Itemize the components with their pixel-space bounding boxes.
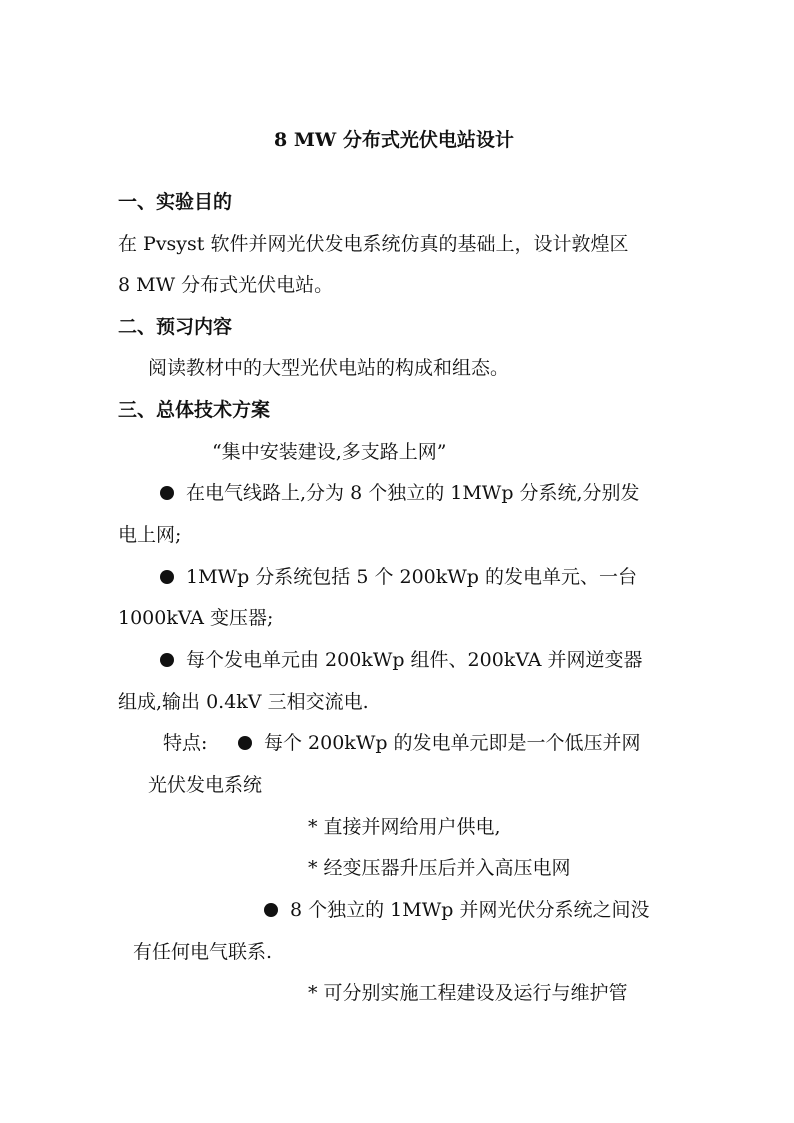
page-title: 8 MW 分布式光伏电站设计 — [274, 129, 514, 151]
features-label: 特点: — [163, 732, 208, 754]
bullet-item-3-text: 每个发电单元由 200kWp 组件、200kVA 并网逆变器 — [186, 649, 643, 671]
bullet-item-1 — [160, 481, 640, 505]
section-heading-purpose: 一、实验目的 — [118, 191, 233, 213]
feature-sub-2: * 经变压器升压后并入高压电网 — [308, 857, 571, 879]
feature-item-2-cont: 有任何电气联系. — [133, 941, 273, 963]
bullet-icon — [160, 653, 174, 667]
bullet-item-1-cont: 电上网; — [118, 524, 182, 546]
purpose-line-1: 在 Pvsyst 软件并网光伏发电系统仿真的基础上，设计敦煌区 — [118, 233, 629, 255]
feature-sub-3: * 可分别实施工程建设及运行与维护管 — [308, 982, 628, 1004]
bullet-item-3 — [160, 648, 643, 672]
feature-item-2 — [264, 898, 649, 922]
preview-line-1: 阅读教材中的大型光伏电站的构成和组态。 — [148, 357, 510, 379]
bullet-item-2-text: 1MWp 分系统包括 5 个 200kWp 的发电单元、一台 — [186, 566, 637, 588]
feature-sub-1: * 直接并网给用户供电, — [308, 816, 501, 838]
section-heading-scheme: 三、总体技术方案 — [118, 399, 271, 421]
bullet-item-3-cont: 组成,输出 0.4kV 三相交流电. — [118, 691, 369, 713]
bullet-icon — [264, 903, 278, 917]
feature-item-2-text: 8 个独立的 1MWp 并网光伏分系统之间没 — [290, 899, 650, 921]
bullet-item-1-text: 在电气线路上,分为 8 个独立的 1MWp 分系统,分别发 — [186, 482, 640, 504]
section-heading-preview: 二、预习内容 — [118, 316, 233, 338]
bullet-item-2-cont: 1000kVA 变压器; — [118, 607, 274, 629]
scheme-quote: “集中安装建设,多支路上网” — [212, 441, 447, 463]
feature-item-1-text: 每个 200kWp 的发电单元即是一个低压并网 — [264, 732, 641, 754]
bullet-icon — [160, 570, 174, 584]
purpose-line-2: 8 MW 分布式光伏电站。 — [118, 274, 334, 296]
bullet-item-2 — [160, 565, 637, 589]
feature-item-1-cont: 光伏发电系统 — [148, 774, 263, 796]
bullet-icon — [238, 736, 252, 750]
bullet-icon — [160, 486, 174, 500]
feature-item-1 — [238, 731, 641, 755]
